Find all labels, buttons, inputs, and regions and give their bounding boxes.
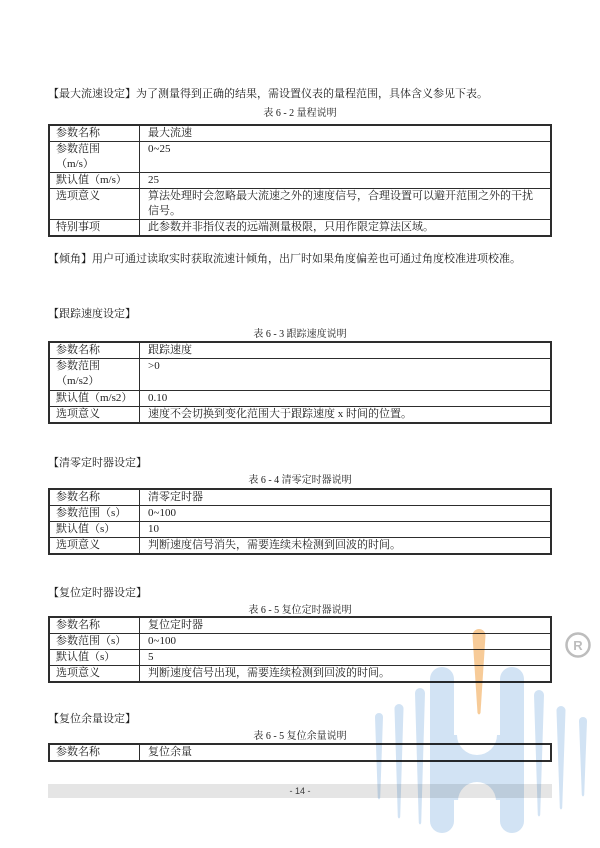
param-value: 复位定时器 <box>148 619 203 631</box>
param-label: 参数名称 <box>56 491 100 503</box>
table-row <box>50 490 550 505</box>
param-value: >0 <box>148 360 160 372</box>
svg-text:R: R <box>573 638 583 653</box>
section-heading-reset-margin: 【复位余量设定】 <box>48 713 136 725</box>
table-range <box>48 124 552 237</box>
table-tracking <box>48 341 552 424</box>
table-row <box>50 141 550 172</box>
param-label: 特别事项 <box>56 221 100 233</box>
param-label: 默认值（m/s） <box>56 174 127 186</box>
param-label: 默认值（s） <box>56 523 116 535</box>
param-label: 选项意义 <box>56 667 100 679</box>
param-label: 选项意义 <box>56 408 100 420</box>
table-row <box>50 745 550 760</box>
param-value: 算法处理时会忽略最大流速之外的速度信号，合理设置可以避开范围之外的干扰信号。 <box>148 190 533 217</box>
table-caption-reset-timer: 表 6 - 5 复位定时器说明 <box>248 605 352 616</box>
table-row <box>50 633 550 649</box>
registered-trademark-icon <box>567 634 590 657</box>
param-value: 5 <box>148 651 154 663</box>
table-row <box>50 390 550 406</box>
param-value: 清零定时器 <box>148 491 203 503</box>
table-row <box>50 406 550 422</box>
page-number-bar <box>48 784 552 798</box>
param-label: 参数范围 <box>56 360 100 372</box>
table-reset-margin <box>48 743 552 762</box>
param-value: 判断速度信号出现，需要连续检测到回波的时间。 <box>148 667 390 679</box>
param-label: 默认值（m/s2） <box>56 392 133 404</box>
page-number: - 14 - <box>289 786 311 796</box>
table-caption-reset-margin: 表 6 - 5 复位余量说明 <box>253 731 347 742</box>
table-row <box>50 665 550 681</box>
param-label-unit: （m/s2） <box>56 375 100 387</box>
param-label-unit: （m/s） <box>56 158 94 170</box>
param-value: 0.10 <box>148 392 168 404</box>
param-value: 复位余量 <box>148 746 192 758</box>
param-value: 此参数并非指仪表的远端测量极限，只用作限定算法区域。 <box>148 221 434 233</box>
param-label: 参数名称 <box>56 344 100 356</box>
param-value: 最大流速 <box>148 127 192 139</box>
table-row <box>50 537 550 553</box>
param-label: 参数范围（s） <box>56 635 127 647</box>
section-heading-reset-timer: 【复位定时器设定】 <box>48 587 147 599</box>
param-value: 速度不会切换到变化范围大于跟踪速度 x 时间的位置。 <box>148 408 412 420</box>
param-label: 参数名称 <box>56 746 100 758</box>
table-row <box>50 172 550 188</box>
table-row <box>50 505 550 521</box>
param-label: 选项意义 <box>56 190 100 202</box>
param-label: 默认值（s） <box>56 651 116 663</box>
table-row <box>50 343 550 358</box>
table-reset-timer <box>48 616 552 683</box>
section-heading-zero-timer: 【清零定时器设定】 <box>48 457 147 469</box>
table-row <box>50 521 550 537</box>
param-value: 0~25 <box>148 143 171 155</box>
param-label: 参数范围 <box>56 143 100 155</box>
table-row <box>50 649 550 665</box>
table-zero-timer <box>48 488 552 555</box>
param-label: 参数名称 <box>56 127 100 139</box>
table-caption-range: 表 6 - 2 量程说明 <box>263 108 337 119</box>
param-value: 判断速度信号消失，需要连续未检测到回波的时间。 <box>148 539 401 551</box>
table-caption-tracking: 表 6 - 3 跟踪速度说明 <box>253 329 347 340</box>
section-heading-tracking: 【跟踪速度设定】 <box>48 308 136 320</box>
table-row <box>50 188 550 219</box>
table-caption-zero-timer: 表 6 - 4 清零定时器说明 <box>248 475 352 486</box>
param-value: 0~100 <box>148 507 176 519</box>
table-row <box>50 618 550 633</box>
param-label: 参数名称 <box>56 619 100 631</box>
table-row <box>50 358 550 390</box>
param-label: 参数范围（s） <box>56 507 127 519</box>
param-value: 25 <box>148 174 159 186</box>
table-row <box>50 219 550 235</box>
param-label: 选项意义 <box>56 539 100 551</box>
param-value: 10 <box>148 523 159 535</box>
param-value: 0~100 <box>148 635 176 647</box>
table-row <box>50 126 550 141</box>
paragraph-max-flow-setting: 【最大流速设定】为了测量得到正确的结果，需设置仪表的量程范围，具体含义参见下表。 <box>48 88 488 100</box>
param-value: 跟踪速度 <box>148 344 192 356</box>
paragraph-tilt: 【倾角】用户可通过读取实时获取流速计倾角，出厂时如果角度偏差也可通过角度校准进项校准。 <box>48 253 521 265</box>
